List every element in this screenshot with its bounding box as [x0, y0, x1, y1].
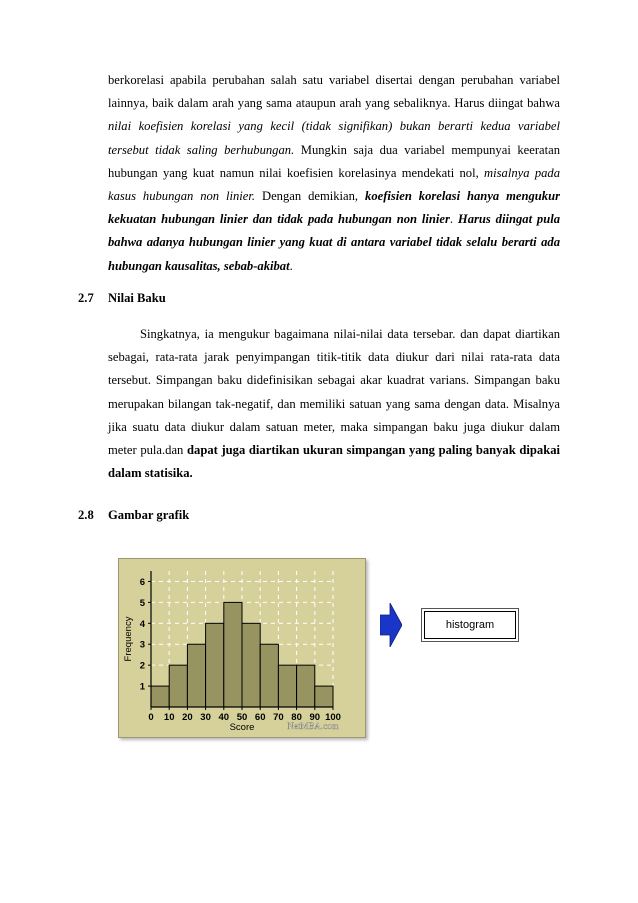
histogram-chart [118, 558, 366, 738]
y-tick-label: 2 [139, 660, 145, 672]
intro-paragraph: berkorelasi apabila perubahan salah satu variabel disertai dengan perubahan variabel lainnya, baik dalam arah yang sama ataupun arah yang sebaliknya. Harus diingat bahwa nilai koefisien korelasi yang kecil (tidak signifikan) bukan berarti kedua variabel tersebut tidak saling berhubungan. Mungkin saja dua variabel mempunyai keeratan hubungan yang kuat namun nilai koefisien korelasinya mendekati nol, misalnya pada kasus hubungan non linier. Dengan demikian, koefisien korelasi hanya mengukur kekuatan hubungan linier dan tidak pada hubungan non linier. Harus diingat pula bahwa adanya hubungan linier yang kuat di antara variabel tidak selalu berarti ada hubungan kausalitas, sebab-akibat. [108, 73, 561, 273]
histogram-bar [151, 686, 169, 707]
bold-italic-statement-1: koefisien korelasi hanya mengukur kekuatan hubungan linier dan tidak pada hubungan non linier [108, 189, 561, 227]
section-number: 2.8 [78, 508, 94, 522]
histogram-bar [297, 665, 315, 707]
x-tick-label: 20 [182, 712, 193, 723]
y-tick-label: 3 [139, 639, 145, 651]
x-tick-label: 50 [236, 712, 248, 723]
histogram-bar [242, 623, 260, 707]
bold-italic-statement-2: Harus diingat pula bahwa adanya hubungan linier yang kuat di antara variabel tidak selalu berarti ada hubungan kausalitas, sebab-akibat [108, 212, 561, 273]
histogram-bar [224, 602, 242, 707]
x-tick-label: 0 [148, 712, 154, 723]
italic-example: misalnya pada kasus hubungan non linier. [108, 165, 561, 204]
y-tick-label: 5 [139, 597, 145, 609]
section-number: 2.7 [78, 291, 94, 305]
x-tick-label: 40 [218, 712, 230, 723]
x-tick-label: 10 [163, 712, 175, 723]
section-heading-2-8 [78, 508, 189, 523]
y-tick-label: 6 [139, 576, 145, 588]
y-axis-title: Frequency [123, 616, 134, 662]
histogram-bar [187, 644, 205, 707]
watermark-text: NetMBA.com [287, 721, 339, 731]
x-tick-label: 100 [325, 712, 341, 723]
section-heading-2-7 [78, 291, 166, 306]
x-axis-title: Score [229, 722, 255, 733]
histogram-label-box [424, 611, 516, 639]
italic-statement: nilai koefisien korelasi yang kecil (tidak signifikan) bukan berarti kedua variabel tersebut tidak saling berhubungan. [108, 119, 560, 157]
histogram-bar [206, 623, 224, 707]
x-tick-label: 70 [273, 712, 284, 723]
x-tick-label: 60 [254, 712, 266, 723]
histogram-label-text: histogram [445, 619, 495, 631]
x-tick-label: 90 [309, 712, 321, 723]
histogram-svg [119, 559, 365, 737]
histogram-bar [315, 686, 333, 707]
x-tick-label: 80 [291, 712, 302, 723]
bold-statement: dapat juga diartikan ukuran simpangan yang paling banyak dipakai dalam statisika. [108, 443, 560, 481]
y-tick-label: 1 [139, 681, 145, 693]
histogram-bar [169, 665, 187, 707]
y-tick-label: 4 [139, 618, 145, 630]
right-arrow-icon [380, 603, 402, 647]
section-title: Gambar grafik [108, 508, 190, 522]
x-tick-label: 30 [200, 712, 211, 723]
section-title: Nilai Baku [108, 291, 166, 305]
nilai-baku-paragraph: Singkatnya, ia mengukur bagaimana nilai-nilai data tersebar. dan dapat diartikan sebagai, rata-rata jarak penyimpangan titik-titik data diukur dari nilai rata-rata data tersebut. Simpangan baku didefinisikan sebagai akar kuadrat varians. Simpangan baku merupakan bilangan tak-negatif, dan memiliki satuan yang sama dengan data. Misalnya jika suatu data diukur dalam satuan meter, maka simpangan baku juga diukur dalam meter pula.dan dapat juga diartikan ukuran simpangan yang paling banyak dipakai dalam statisika. [108, 327, 560, 481]
histogram-bar [260, 644, 278, 707]
histogram-bar [278, 665, 296, 707]
